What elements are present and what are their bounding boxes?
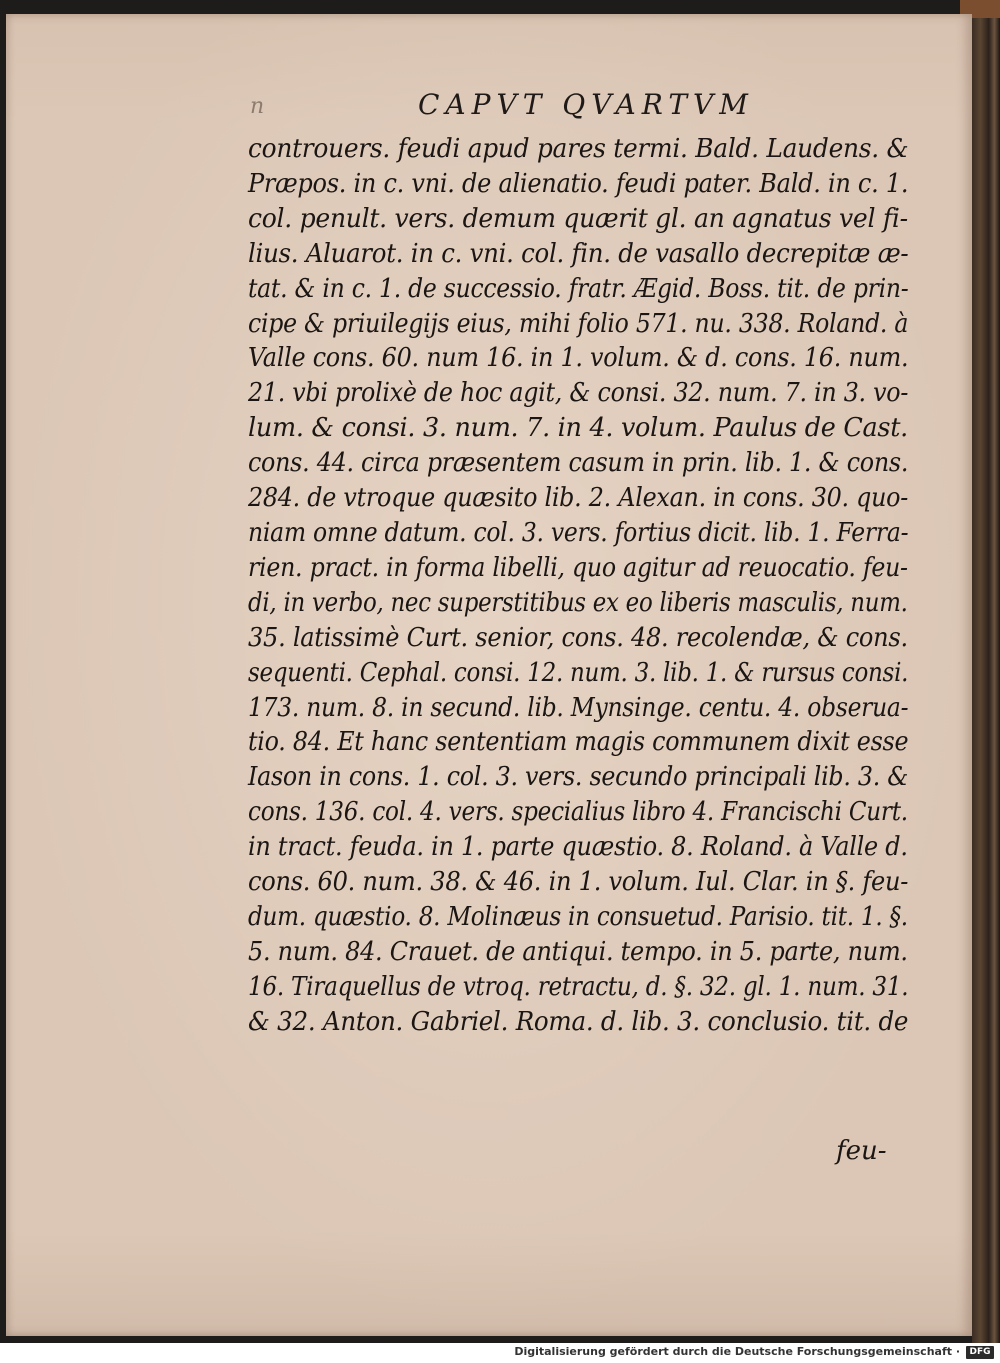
text-line: sequenti. Cephal. consi. 12. num. 3. lib. 1. & rursus consi. (248, 656, 909, 688)
text-line: col. penult. vers. demum quærit gl. an agnatus vel fi- (248, 202, 908, 234)
catchword: feu- (836, 1136, 887, 1166)
page-mark: n (250, 94, 265, 119)
text-line: 21. vbi prolixè de hoc agit, & consi. 32. num. 7. in 3. vo- (248, 377, 909, 409)
text-line: tio. 84. Et hanc sententiam magis communem dixit esse (248, 726, 909, 758)
text-line: 173. num. 8. in secund. lib. Mynsinge. centu. 4. obserua- (248, 691, 909, 723)
text-line: Iason in cons. 1. col. 3. vers. secundo principali lib. 3. & (248, 761, 909, 793)
running-head: CAPVT QVARTVM (418, 88, 754, 121)
page-header (250, 88, 810, 128)
text-line: 5. num. 84. Crauet. de antiqui. tempo. in 5. parte, num. (248, 935, 908, 967)
text-line: Præpos. in c. vni. de alienatio. feudi pater. Bald. in c. 1. (248, 167, 909, 199)
dfg-logo-icon: DFG (966, 1346, 994, 1359)
text-line: lum. & consi. 3. num. 7. in 4. volum. Paulus de Cast. (248, 412, 908, 444)
text-line: & 32. Anton. Gabriel. Roma. d. lib. 3. conclusio. tit. de (248, 1005, 909, 1037)
text-line: 284. de vtroque quæsito lib. 2. Alexan. in cons. 30. quo- (248, 482, 909, 514)
text-line: Valle cons. 60. num 16. in 1. volum. & d. cons. 16. num. (248, 342, 909, 374)
text-line: 16. Tiraquellus de vtroq. retractu, d. §. 32. gl. 1. num. 31. (248, 970, 909, 1002)
text-line: rien. pract. in forma libelli, quo agitur ad reuocatio. feu- (248, 551, 908, 583)
text-line: controuers. feudi apud pares termi. Bald. Laudens. & (248, 133, 909, 164)
text-line: cons. 44. circa præsentem casum in prin. lib. 1. & cons. (248, 447, 909, 479)
text-line: dum. quæstio. 8. Molinæus in consuetud. Parisio. tit. 1. §. (248, 900, 908, 932)
funding-notice: Digitalisierung gefördert durch die Deutsche Forschungsgemeinschaft · (514, 1345, 960, 1358)
text-line: in tract. feuda. in 1. parte quæstio. 8. Roland. à Valle d. (248, 831, 908, 863)
book-spine (972, 0, 1000, 1363)
footer-bar (0, 1343, 1000, 1363)
text-line: cons. 136. col. 4. vers. specialius libro 4. Francischi Curt. (248, 796, 908, 828)
text-line: niam omne datum. col. 3. vers. fortius dicit. lib. 1. Ferra- (248, 516, 909, 548)
text-line: tat. & in c. 1. de successio. fratr. Ægid. Boss. tit. de prin- (248, 272, 909, 304)
text-line: di, in verbo, nec superstitibus ex eo liberis masculis, num. (248, 586, 908, 618)
text-line: 35. latissimè Curt. senior, cons. 48. recolendæ, & cons. (248, 621, 908, 653)
text-line: cipe & priuilegijs eius, mihi folio 571. nu. 338. Roland. à (248, 307, 909, 339)
text-line: lius. Aluarot. in c. vni. col. fin. de vasallo decrepitæ æ- (248, 237, 909, 269)
text-line: cons. 60. num. 38. & 46. in 1. volum. Iul. Clar. in §. feu- (248, 866, 909, 898)
body-text (248, 132, 908, 1040)
